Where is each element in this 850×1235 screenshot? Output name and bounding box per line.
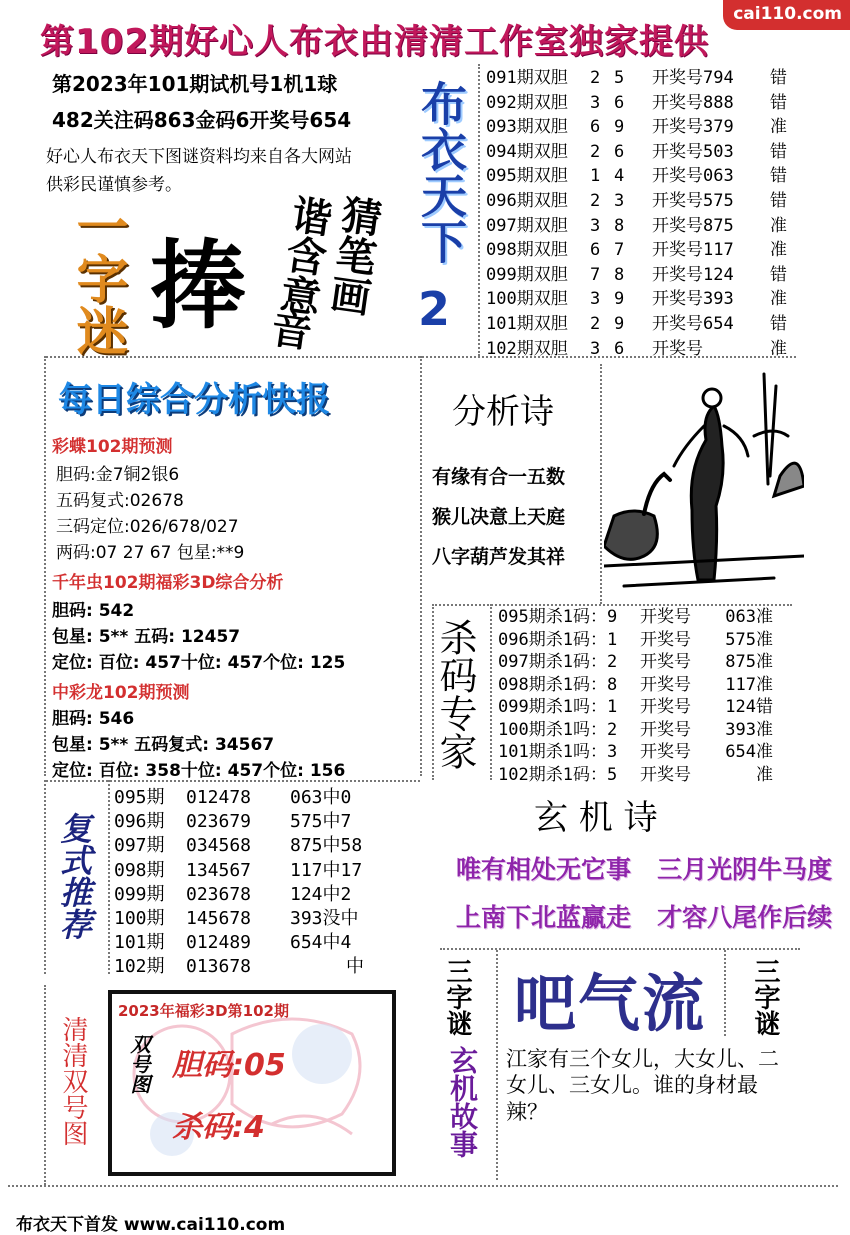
three-char-riddle-label-left: 三字谜	[442, 958, 472, 1036]
list-item: 102期 013678 中	[114, 956, 364, 978]
qiannian-line: 包星: 5** 五码: 12457	[52, 627, 241, 647]
list-item: 098期杀1码：8 开奖号 117准	[498, 674, 773, 695]
list-item: 093期双胆 6 9 开奖号379 准	[486, 117, 787, 138]
list-item: 097期杀1码：2 开奖号 875准	[498, 652, 773, 672]
divider	[490, 604, 492, 780]
poem-line: 八字葫芦发其祥	[432, 546, 566, 568]
riddle-hint-1: 猜笔画	[321, 192, 385, 318]
zhongcailong-line: 包星: 5** 五码复式: 34567	[52, 735, 275, 755]
caidie-line: 两码:07 27 67 包星:**9	[56, 543, 245, 563]
list-item: 100期 145678 393没中	[114, 907, 359, 929]
analysis-poem-title: 分析诗	[452, 392, 554, 432]
scholar-goose-illustration	[604, 366, 804, 598]
divider	[108, 780, 110, 974]
poem-line: 猴儿决意上天庭	[432, 506, 566, 528]
kill-code: 杀码:4	[172, 1110, 265, 1145]
list-item: 101期双胆 2 9 开奖号654 错	[486, 313, 787, 334]
divider	[8, 1185, 838, 1187]
caidie-line: 三码定位:026/678/027	[56, 517, 239, 537]
list-item: 099期双胆 7 8 开奖号124 错	[486, 264, 787, 285]
list-item: 101期 012489 654中4	[114, 932, 352, 954]
divider	[724, 950, 726, 1036]
three-char-riddle-label-right: 三字谜	[750, 958, 780, 1036]
riddle-answer: 吧气流	[514, 967, 707, 1040]
trial-number-line: 第2023年101期试机号1机1球	[52, 72, 338, 96]
list-item: 102期杀1码：5 开奖号 准	[498, 764, 773, 785]
list-item: 098期双胆 6 7 开奖号117 准	[486, 240, 787, 261]
zhongcailong-line: 定位: 百位: 358十位: 457个位: 156	[52, 761, 346, 781]
mystery-poem-line: 上南下北蓝赢走 才容八尾作后续	[456, 903, 833, 932]
divider	[44, 985, 46, 1185]
site-logo[interactable]: cai110.com	[723, 0, 850, 30]
footer-credit[interactable]: 布衣天下首发 www.cai110.com	[16, 1215, 286, 1235]
list-item: 100期杀1吗：2 开奖号 393准	[498, 719, 773, 740]
mystery-poem-line: 唯有相处无它事 三月光阴牛马度	[456, 855, 833, 884]
divider	[440, 948, 800, 950]
page-title: 第102期好心人布衣由清清工作室独家提供	[40, 22, 709, 62]
list-item: 094期双胆 2 6 开奖号503 错	[486, 141, 787, 162]
list-item: 092期双胆 3 6 开奖号888 错	[486, 92, 787, 113]
brand-number: 2	[418, 282, 451, 336]
chart-issue-header: 2023年福彩3D第102期	[118, 1002, 289, 1020]
disclaimer-line-2: 供彩民谨慎参考。	[46, 175, 182, 195]
list-item: 096期杀1码：1 开奖号 575准	[498, 629, 773, 650]
divider	[44, 780, 46, 974]
riddle-character: 捧	[150, 229, 246, 342]
list-item: 095期 012478 063中0	[114, 787, 352, 808]
list-item: 096期双胆 2 3 开奖号575 错	[486, 190, 787, 211]
qiannian-line: 胆码: 542	[52, 601, 135, 621]
list-item: 100期双胆 3 9 开奖号393 准	[486, 289, 787, 310]
divider	[44, 356, 46, 776]
qiannian-heading: 千年虫102期福彩3D综合分析	[52, 573, 284, 593]
zhongcailong-heading: 中彩龙102期预测	[52, 683, 190, 703]
caidie-heading: 彩蝶102期预测	[52, 437, 173, 457]
list-item: 095期杀1码：9 开奖号 063准	[498, 607, 773, 627]
divider	[496, 950, 498, 1180]
divider	[420, 356, 422, 776]
mystery-story-text: 江家有三个女儿，大女儿、二女儿、三女儿。谁的身材最辣？	[506, 1047, 779, 1124]
caidie-line: 五码复式:02678	[56, 491, 184, 511]
divider	[478, 64, 480, 356]
focus-number-line: 482关注码863金码6开奖号654	[52, 108, 352, 132]
compound-recommendation-label: 复式推荐	[55, 812, 93, 940]
list-item: 101期杀1吗：3 开奖号 654准	[498, 742, 773, 762]
list-item: 097期双胆 3 8 开奖号875 准	[486, 215, 787, 236]
one-char-riddle-label: 一字迷	[67, 200, 127, 356]
list-item: 102期双胆 3 6 开奖号 准	[486, 338, 787, 359]
divider	[600, 364, 602, 604]
caidie-line: 胆码:金7铜2银6	[56, 465, 180, 485]
compound-recommendation-list	[114, 786, 364, 980]
list-item: 099期杀1吗：1 开奖号 124错	[498, 697, 773, 717]
brand-title: 布衣天下	[414, 80, 468, 264]
mystery-poem-title: 玄 机 诗	[534, 798, 658, 838]
kill-code-expert-label: 杀码专家	[433, 618, 477, 770]
list-item: 096期 023679 575中7	[114, 811, 352, 833]
list-item: 098期 134567 117中17	[114, 859, 363, 881]
dan-code: 胆码:05	[172, 1048, 286, 1083]
list-item: 097期 034568 875中58	[114, 835, 363, 857]
daily-analysis-banner: 每日综合分析快报	[58, 380, 330, 420]
double-number-side-label: 双号图	[127, 1034, 151, 1094]
list-item: 099期 023678 124中2	[114, 883, 352, 905]
riddle-hint-2: 谐含意	[271, 192, 335, 318]
poem-line: 有缘有合一五数	[432, 466, 566, 488]
kill-code-list	[498, 606, 773, 786]
list-item: 091期双胆 2 5 开奖号794 错	[486, 68, 787, 88]
disclaimer-line-1: 好心人布衣天下图谜资料均来自各大网站	[46, 147, 352, 167]
shuangdan-list	[486, 66, 787, 361]
zhongcailong-line: 胆码: 546	[52, 709, 135, 729]
double-number-chart	[108, 990, 396, 1176]
mystery-story-label: 玄机故事	[446, 1046, 479, 1158]
riddle-hint-3: 音	[268, 306, 315, 358]
list-item: 095期双胆 1 4 开奖号063 错	[486, 166, 787, 187]
double-number-chart-label: 清清双号图	[58, 1016, 88, 1146]
qiannian-line: 定位: 百位: 457十位: 457个位: 125	[52, 653, 346, 673]
